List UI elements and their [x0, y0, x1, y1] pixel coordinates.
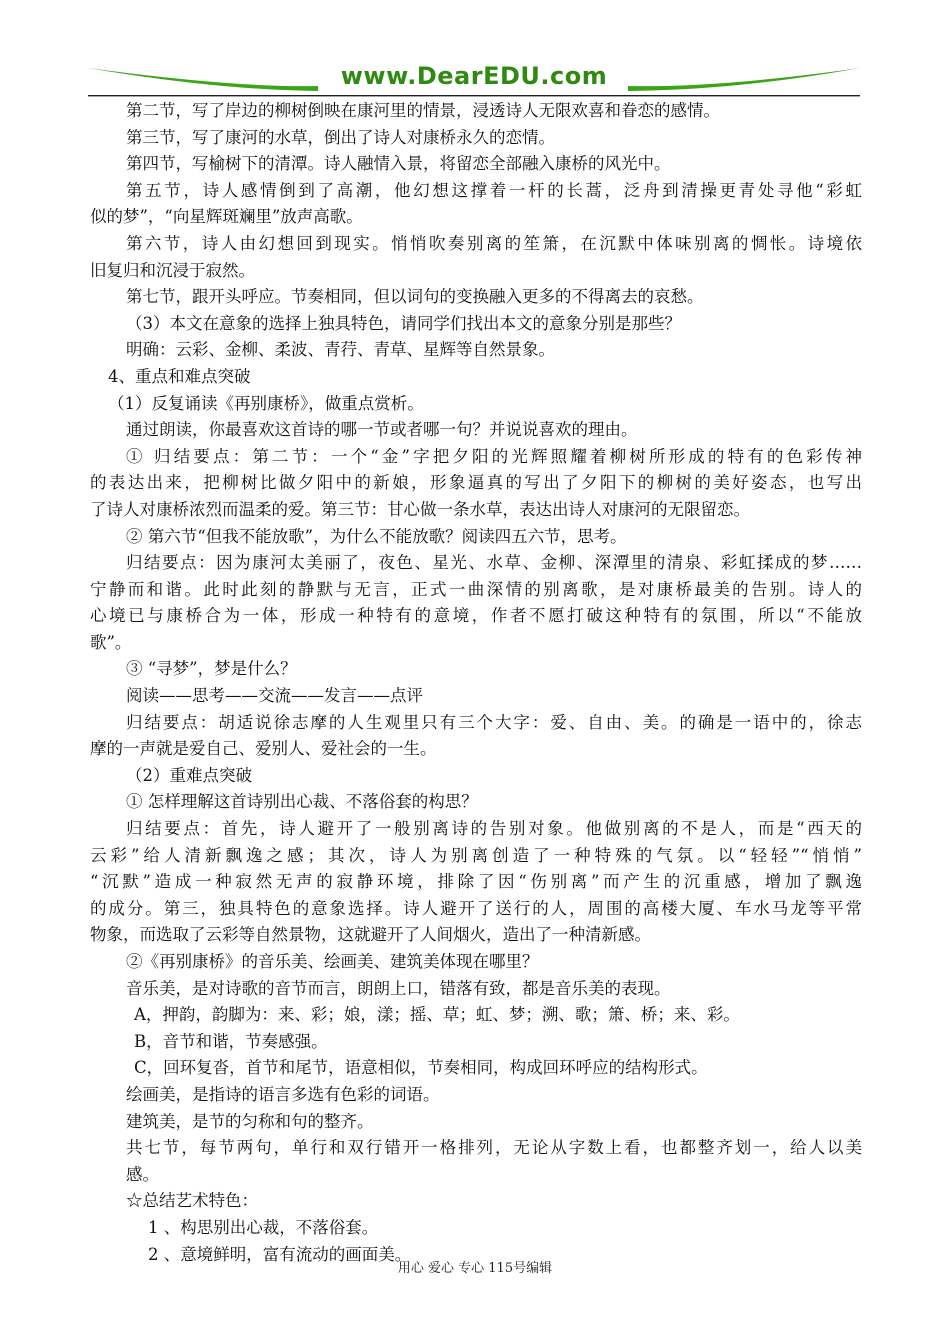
paragraph-line: 宁静而和谐。此时此刻的静默与无言，正式一曲深情的别离歌，是对康桥最美的告别。诗人的 — [90, 579, 862, 599]
paragraph-line: 歌”。 — [90, 632, 132, 652]
paragraph-line: 第二节，写了岸边的柳树倒映在康河里的情景，浸透诗人无限欢喜和眷恋的感情。 — [126, 101, 720, 120]
paragraph-line: 的表达出来，把柳树比做夕阳中的新娘，形象逼真的写出了夕阳下的柳树的美好姿态，也写出 — [90, 473, 862, 493]
site-logo[interactable]: www.DearEDU.com — [340, 62, 608, 90]
paragraph-line: ① 归结要点：第二节：一个“金”字把夕阳的光辉照耀着柳树所形成的特有的色彩传神 — [126, 446, 862, 466]
document-body — [90, 98, 862, 1268]
paragraph-line: 物象，而选取了云彩等自然景物，这就避开了人间烟火，造出了一种清新感。 — [90, 925, 651, 945]
paragraph-line: 通过朗读，你最喜欢这首诗的哪一节或者哪一句？并说说喜欢的理由。 — [126, 420, 638, 440]
paragraph-line: 归结要点：首先，诗人避开了一般别离诗的告别对象。他做别离的不是人，而是“西天的 — [126, 819, 862, 839]
paragraph-line: 共七节，每节两句，单行和双行错开一格排列，无论从字数上看，也都整齐划一，给人以美 — [126, 1138, 862, 1158]
paragraph-line: 旧复归和沉浸于寂然。 — [90, 260, 255, 280]
paragraph-line: 第四节，写榆树下的清潭。诗人融情入景，将留恋全部融入康桥的风光中。 — [126, 154, 671, 174]
paragraph-line: （1）反复诵读《再别康桥》，做重点赏析。 — [108, 393, 424, 413]
paragraph-line: 摩的一声就是爱自己、爱别人、爱社会的一生。 — [90, 739, 437, 759]
paragraph-line: 了诗人对康桥浓烈而温柔的爱。第三节：甘心做一条水草，表达出诗人对康河的无限留恋。 — [90, 499, 750, 519]
paragraph-line: 绘画美，是指诗的语言多选有色彩的词语。 — [126, 1084, 440, 1104]
paragraph-line: 第三节，写了康河的水草，倒出了诗人对康桥永久的恋情。 — [126, 127, 555, 147]
paragraph-line: 心境已与康桥合为一体，形成一种特有的意境，作者不愿打破这种特有的氛围，所以“不能放 — [90, 606, 862, 626]
paragraph-line: 明确：云彩、金柳、柔波、青荇、青草、星辉等自然景象。 — [126, 340, 555, 360]
paragraph-line: 建筑美，是节的匀称和句的整齐。 — [126, 1111, 374, 1131]
paragraph-line: 云彩”给人清新飘逸之感；其次，诗人为别离创造了一种特殊的气氛。以“轻轻”“悄悄” — [90, 845, 862, 865]
paragraph-line: 第五节，诗人感情倒到了高潮，他幻想这撑着一杆的长蒿，泛舟到清操更青处寻他“彩虹 — [126, 180, 862, 200]
paragraph-line: ① 怎样理解这首诗别出心裁、不落俗套的构思？ — [126, 792, 478, 812]
page-footer: 用心 爱心 专心 115号编辑 — [397, 1261, 553, 1276]
list-item: 2 、意境鲜明，富有流动的画面美。 — [148, 1244, 412, 1264]
paragraph-line: 阅读——思考——交流——发言——点评 — [126, 686, 423, 706]
list-item: 1 、构思别出心裁，不落俗套。 — [148, 1217, 379, 1237]
paragraph-line: C，回环复沓，首节和尾节，语意相似，节奏相同，构成回环呼应的结构形式。 — [134, 1058, 708, 1078]
section-heading: （2）重难点突破 — [126, 765, 252, 785]
paragraph-line: 的成分。第三，独具特色的意象选择。诗人避开了送行的人，周围的高楼大厦、车水马龙等平常 — [90, 898, 862, 918]
paragraph-line: A，押韵，韵脚为：来、彩；娘，漾；摇、草；虹、梦；溯、歌；箫、桥；来、彩。 — [134, 1005, 740, 1025]
paragraph-line: 归结要点：胡适说徐志摩的人生观里只有三个大字：爱、自由、美。的确是一语中的，徐志 — [126, 712, 862, 732]
paragraph-line: 归结要点：因为康河太美丽了，夜色、星光、水草、金柳、深潭里的清泉、彩虹揉成的梦…… — [126, 553, 862, 573]
paragraph-line: ③ “寻梦”，梦是什么？ — [126, 659, 297, 679]
paragraph-line: 感。 — [126, 1164, 159, 1184]
paragraph-line: ② 第六节“但我不能放歌”，为什么不能放歌？阅读四五六节，思考。 — [126, 526, 627, 546]
paragraph-line: B，音节和谐，节奏感强。 — [134, 1031, 328, 1051]
paragraph-line: “沉默”造成一种寂然无声的寂静环境，排除了因“伤别离”而产生的沉重感，增加了飘逸 — [90, 872, 862, 892]
page-header — [88, 58, 860, 98]
paragraph-line: 音乐美，是对诗歌的音节而言，朗朗上口，错落有致，都是音乐美的表现。 — [126, 978, 671, 998]
paragraph-line: 似的梦”，“向星辉斑斓里”放声高歌。 — [90, 207, 363, 227]
section-heading: 4、重点和难点突破 — [108, 366, 251, 386]
paragraph-line: 第六节，诗人由幻想回到现实。悄悄吹奏别离的笙箫，在沉默中体味别离的惆怅。诗境依 — [126, 233, 862, 253]
paragraph-line: 第七节，跟开头呼应。节奏相同，但以词句的变换融入更多的不得离去的哀愁。 — [126, 287, 704, 307]
paragraph-line: （3）本文在意象的选择上独具特色，请同学们找出本文的意象分别是那些？ — [126, 313, 681, 333]
section-heading: ☆总结艺术特色： — [126, 1191, 258, 1211]
paragraph-line: ②《再别康桥》的音乐美、绘画美、建筑美体现在哪里？ — [126, 952, 539, 971]
